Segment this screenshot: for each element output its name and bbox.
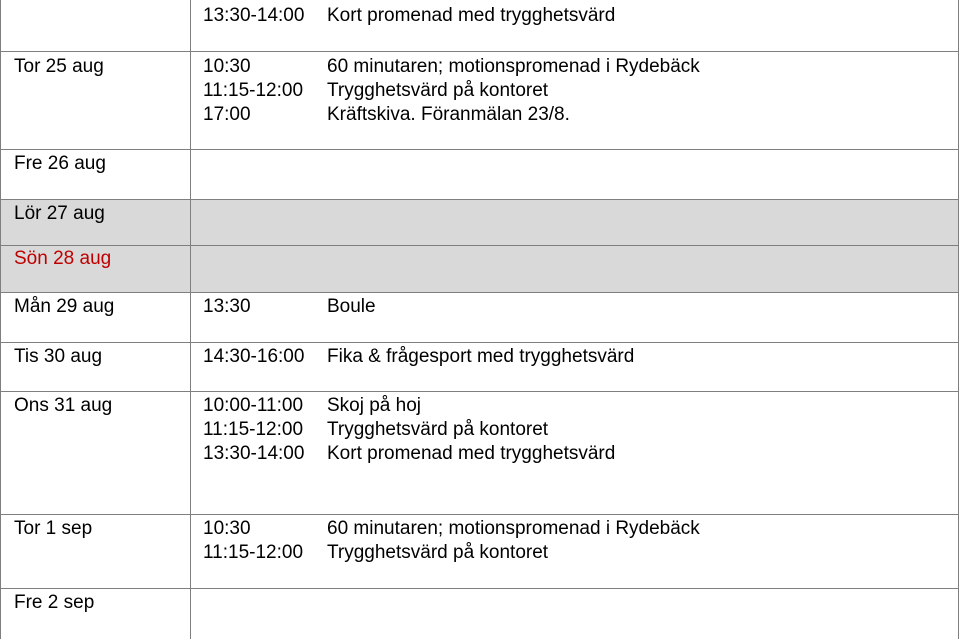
event-description: Kräftskiva. Föranmälan 23/8.: [327, 104, 570, 125]
event-time: 13:30: [203, 296, 251, 317]
schedule-row-weekend: [0, 200, 959, 246]
event-time: 10:00-11:00: [203, 395, 304, 416]
event-item: [203, 79, 700, 103]
event-item: [203, 345, 634, 369]
schedule-row-sunday: [0, 246, 959, 293]
schedule-row: [0, 52, 959, 150]
day-label: Sön 28 aug: [14, 248, 112, 269]
events-cell: [191, 343, 959, 391]
event-description: 60 minutaren; motionspromenad i Rydebäck: [327, 518, 700, 539]
events-cell: [191, 293, 959, 342]
schedule-row: [0, 293, 959, 343]
event-time: 11:15-12:00: [203, 542, 304, 563]
event-item: [203, 55, 700, 79]
event-time: 10:30: [203, 56, 251, 77]
events-cell: [191, 150, 959, 199]
day-cell: [0, 589, 191, 639]
event-description: 60 minutaren; motionspromenad i Rydebäck: [327, 56, 700, 77]
day-label: Mån 29 aug: [14, 296, 115, 317]
day-cell: [0, 200, 191, 245]
events-cell: [191, 200, 959, 245]
events-cell: [191, 0, 959, 51]
event-time: 17:00: [203, 104, 251, 125]
events-cell: [191, 589, 959, 639]
day-label: Lör 27 aug: [14, 203, 105, 224]
day-cell: [0, 52, 191, 149]
event-description: Boule: [327, 296, 376, 317]
day-label: Fre 2 sep: [14, 592, 95, 613]
day-cell: [0, 392, 191, 514]
schedule-row: [0, 589, 959, 639]
event-item: [203, 295, 376, 319]
event-time: 13:30-14:00: [203, 5, 305, 26]
day-cell: [0, 343, 191, 391]
schedule-row: [0, 0, 959, 52]
event-description: Skoj på hoj: [327, 395, 422, 416]
event-item: [203, 394, 615, 418]
events-cell: [191, 246, 959, 292]
day-label: Tor 25 aug: [14, 56, 104, 77]
event-item: [203, 541, 700, 565]
day-label: Tis 30 aug: [14, 346, 103, 367]
day-cell: [0, 246, 191, 292]
schedule-row: [0, 150, 959, 200]
day-label: Ons 31 aug: [14, 395, 113, 416]
events-cell: [191, 515, 959, 588]
day-cell: [0, 515, 191, 588]
event-time: 11:15-12:00: [203, 80, 304, 101]
event-time: 13:30-14:00: [203, 443, 305, 464]
schedule-row: [0, 515, 959, 589]
schedule-row: [0, 392, 959, 515]
day-label: Tor 1 sep: [14, 518, 93, 539]
day-cell: [0, 293, 191, 342]
day-cell: [0, 0, 191, 51]
event-description: Fika & frågesport med trygghetsvärd: [327, 346, 635, 367]
event-description: Kort promenad med trygghetsvärd: [327, 5, 616, 26]
events-cell: [191, 52, 959, 149]
day-label: Fre 26 aug: [14, 153, 106, 174]
event-item: [203, 517, 700, 541]
events-cell: [191, 392, 959, 514]
event-item: [203, 103, 700, 127]
event-item: [203, 4, 615, 28]
event-description: Kort promenad med trygghetsvärd: [327, 443, 616, 464]
event-description: Trygghetsvärd på kontoret: [327, 419, 549, 440]
event-description: Trygghetsvärd på kontoret: [327, 542, 549, 563]
day-cell: [0, 150, 191, 199]
event-item: [203, 442, 615, 466]
event-time: 14:30-16:00: [203, 346, 305, 367]
event-description: Trygghetsvärd på kontoret: [327, 80, 549, 101]
event-time: 11:15-12:00: [203, 419, 304, 440]
event-time: 10:30: [203, 518, 251, 539]
event-item: [203, 418, 615, 442]
schedule-row: [0, 343, 959, 392]
